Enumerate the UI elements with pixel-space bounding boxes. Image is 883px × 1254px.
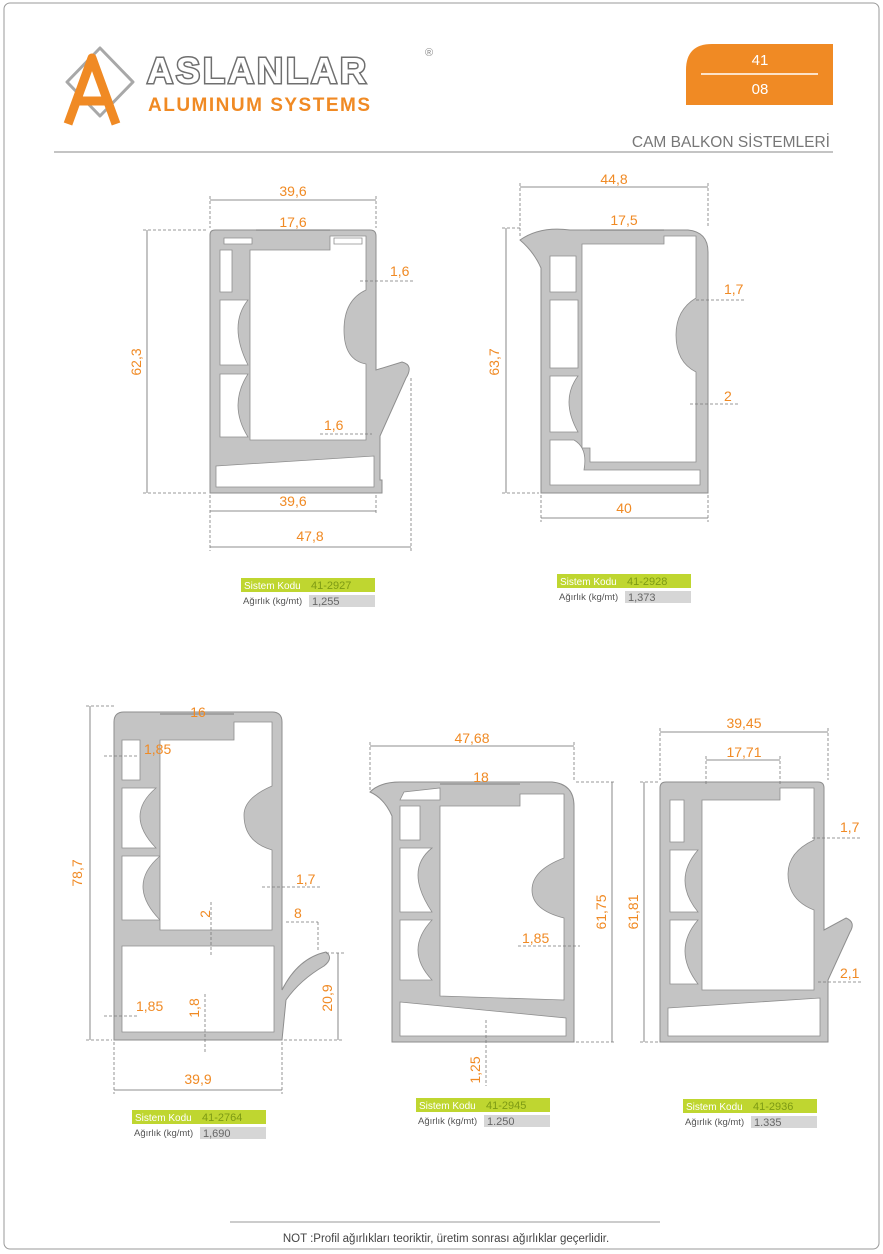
- dim-lip: 8: [294, 905, 302, 921]
- profile-notch: [224, 238, 252, 244]
- profile-info-41-2936: [683, 1099, 817, 1129]
- system-code-label: Sistem Kodu: [686, 1102, 743, 1113]
- profile-info-41-2764: [132, 1110, 266, 1140]
- weight-label: Ağırlık (kg/mt): [134, 1128, 194, 1139]
- system-code-value: 41-2945: [486, 1100, 527, 1112]
- dim-bottom-wall: 1,25: [467, 1056, 483, 1084]
- dim-bottom-width: 40: [616, 500, 632, 516]
- weight-value: 1,255: [312, 596, 340, 608]
- dim-wall-left: 1,85: [144, 741, 172, 757]
- dim-wall-bottom: 1,6: [324, 417, 344, 433]
- footer-note: NOT :Profil ağırlıkları teoriktir, üretim sonrası ağırlıklar geçerlidir.: [282, 1233, 610, 1245]
- dim-wall-top: 1,6: [390, 263, 410, 279]
- dim-wall-top: 1,7: [724, 281, 744, 297]
- system-code-label: Sistem Kodu: [135, 1113, 192, 1124]
- profile-chamber: [400, 806, 420, 840]
- dim-top-gap: 18: [473, 769, 489, 785]
- profile-drawing-41-2936: [660, 782, 852, 1042]
- weight-value: 1.335: [754, 1117, 782, 1129]
- weight-label: Ağırlık (kg/mt): [685, 1117, 745, 1128]
- weight-value: 1.250: [487, 1116, 515, 1128]
- system-code-value: 41-2764: [202, 1112, 243, 1124]
- profile-drawing-41-2927: [210, 230, 409, 493]
- dim-mid-wall: 2: [197, 910, 213, 918]
- system-code-label: Sistem Kodu: [560, 577, 617, 588]
- profile-chamber: [122, 946, 274, 1032]
- dim-height: 61,81: [625, 894, 641, 930]
- dim-top-gap: 16: [190, 704, 206, 720]
- dim-height: 62,3: [128, 348, 144, 376]
- system-code-value: 41-2927: [311, 580, 352, 592]
- profile-chamber: [220, 250, 232, 292]
- section-title: CAM BALKON SİSTEMLERİ: [631, 134, 830, 151]
- catalog-number: 41: [751, 52, 769, 69]
- system-code-value: 41-2936: [753, 1101, 794, 1113]
- dim-top-width: 39,6: [279, 183, 307, 199]
- page-border: [4, 3, 879, 1249]
- profile-info-41-2928: [557, 574, 691, 604]
- weight-value: 1,690: [203, 1128, 231, 1140]
- dim-top-gap: 17,6: [279, 214, 307, 230]
- dim-wall-right: 1,85: [522, 930, 550, 946]
- weight-label: Ağırlık (kg/mt): [243, 596, 303, 607]
- profile-drawing-41-2945: [370, 782, 574, 1042]
- weight-label: Ağırlık (kg/mt): [559, 592, 619, 603]
- dim-top-width: 47,68: [454, 730, 490, 746]
- profile-info-41-2945: [416, 1098, 550, 1128]
- dim-top-width: 44,8: [600, 171, 628, 187]
- brand-name: ASLANLAR: [147, 50, 369, 91]
- dim-height: 78,7: [69, 859, 85, 887]
- profile-chamber: [550, 256, 576, 292]
- dim-lip-height: 20,9: [319, 984, 335, 1012]
- dim-top-gap: 17,5: [610, 212, 638, 228]
- system-code-label: Sistem Kodu: [419, 1101, 476, 1112]
- weight-value: 1,373: [628, 592, 656, 604]
- profile-info-41-2927: [241, 578, 375, 608]
- brand-tagline: ALUMINUM SYSTEMS: [148, 95, 372, 116]
- dim-overall-width: 47,8: [296, 528, 324, 544]
- registered-mark: ®: [425, 47, 434, 59]
- dim-top-gap: 17,71: [726, 744, 762, 760]
- system-code-value: 41-2928: [627, 576, 668, 588]
- dim-wall-bottom: 2: [724, 388, 732, 404]
- weight-label: Ağırlık (kg/mt): [418, 1116, 478, 1127]
- dim-wall-right: 1,7: [296, 871, 316, 887]
- dim-top-width: 39,45: [726, 715, 762, 731]
- dim-wall-top: 1,7: [840, 819, 860, 835]
- dim-bottom-width: 39,6: [279, 493, 307, 509]
- system-code-label: Sistem Kodu: [244, 581, 301, 592]
- brand-logo: [67, 48, 133, 124]
- profile-chamber: [550, 300, 578, 368]
- dim-bottom-width: 39,9: [184, 1071, 212, 1087]
- dim-bottom-wall: 1,8: [186, 998, 202, 1018]
- dim-height: 63,7: [486, 348, 502, 376]
- dim-height: 61,75: [593, 894, 609, 930]
- profile-notch: [334, 238, 362, 244]
- profile-chamber: [670, 800, 684, 842]
- profile-chamber: [122, 740, 140, 780]
- profile-drawing-41-2928: [520, 229, 708, 493]
- dim-wall-left-bottom: 1,85: [136, 998, 164, 1014]
- dim-wall-bottom: 2,1: [840, 965, 860, 981]
- page-number: 08: [751, 81, 769, 98]
